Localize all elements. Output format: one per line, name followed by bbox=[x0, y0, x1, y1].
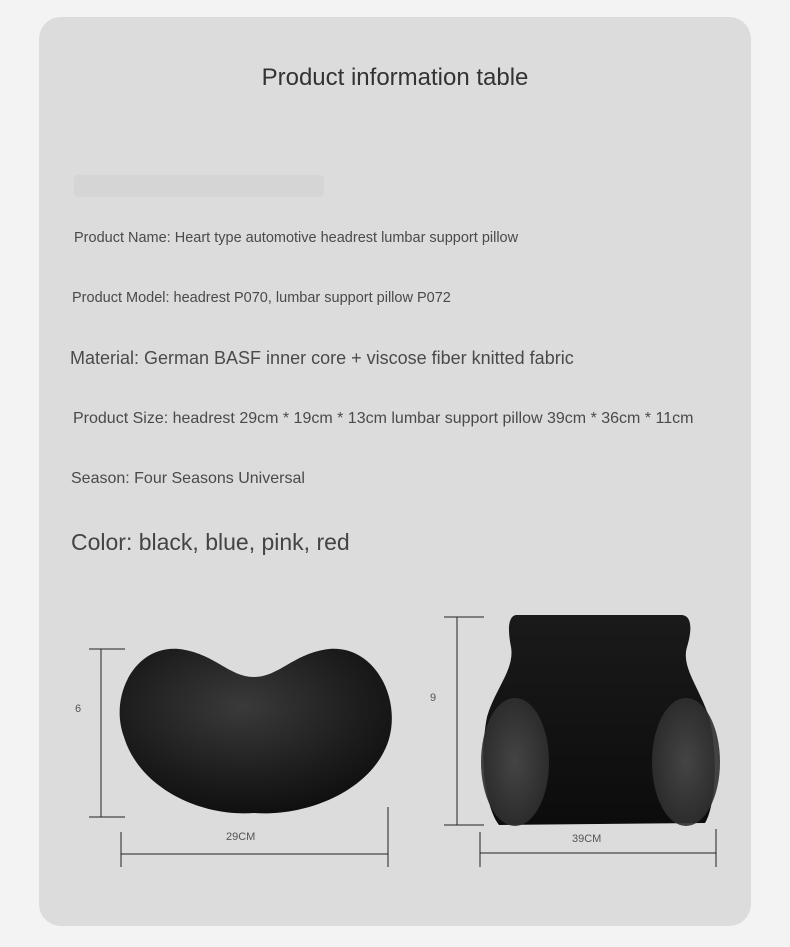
product-model-row: Product Model: headrest P070, lumbar support pillow P072 bbox=[72, 290, 451, 306]
headrest-pillow bbox=[120, 649, 392, 814]
color-row: Color: black, blue, pink, red bbox=[71, 529, 350, 555]
headrest-width-label: 29CM bbox=[226, 831, 256, 843]
headrest-height-label: 6 bbox=[75, 703, 82, 715]
product-dimension-figures bbox=[39, 17, 751, 926]
lumbar-right-panel bbox=[652, 698, 720, 826]
product-info-card bbox=[39, 17, 751, 926]
lumbar-left-panel bbox=[481, 698, 549, 826]
product-size-row: Product Size: headrest 29cm * 19cm * 13cm lumbar support pillow 39cm * 36cm * 11cm bbox=[73, 410, 694, 427]
page-title: Product information table bbox=[261, 64, 529, 91]
lumbar-width-label: 39CM bbox=[572, 833, 602, 845]
season-row: Season: Four Seasons Universal bbox=[71, 470, 305, 487]
lumbar-height-label: 9 bbox=[430, 692, 437, 704]
product-name-row: Product Name: Heart type automotive headrest lumbar support pillow bbox=[74, 230, 519, 246]
material-row: Material: German BASF inner core + viscose fiber knitted fabric bbox=[70, 348, 574, 368]
